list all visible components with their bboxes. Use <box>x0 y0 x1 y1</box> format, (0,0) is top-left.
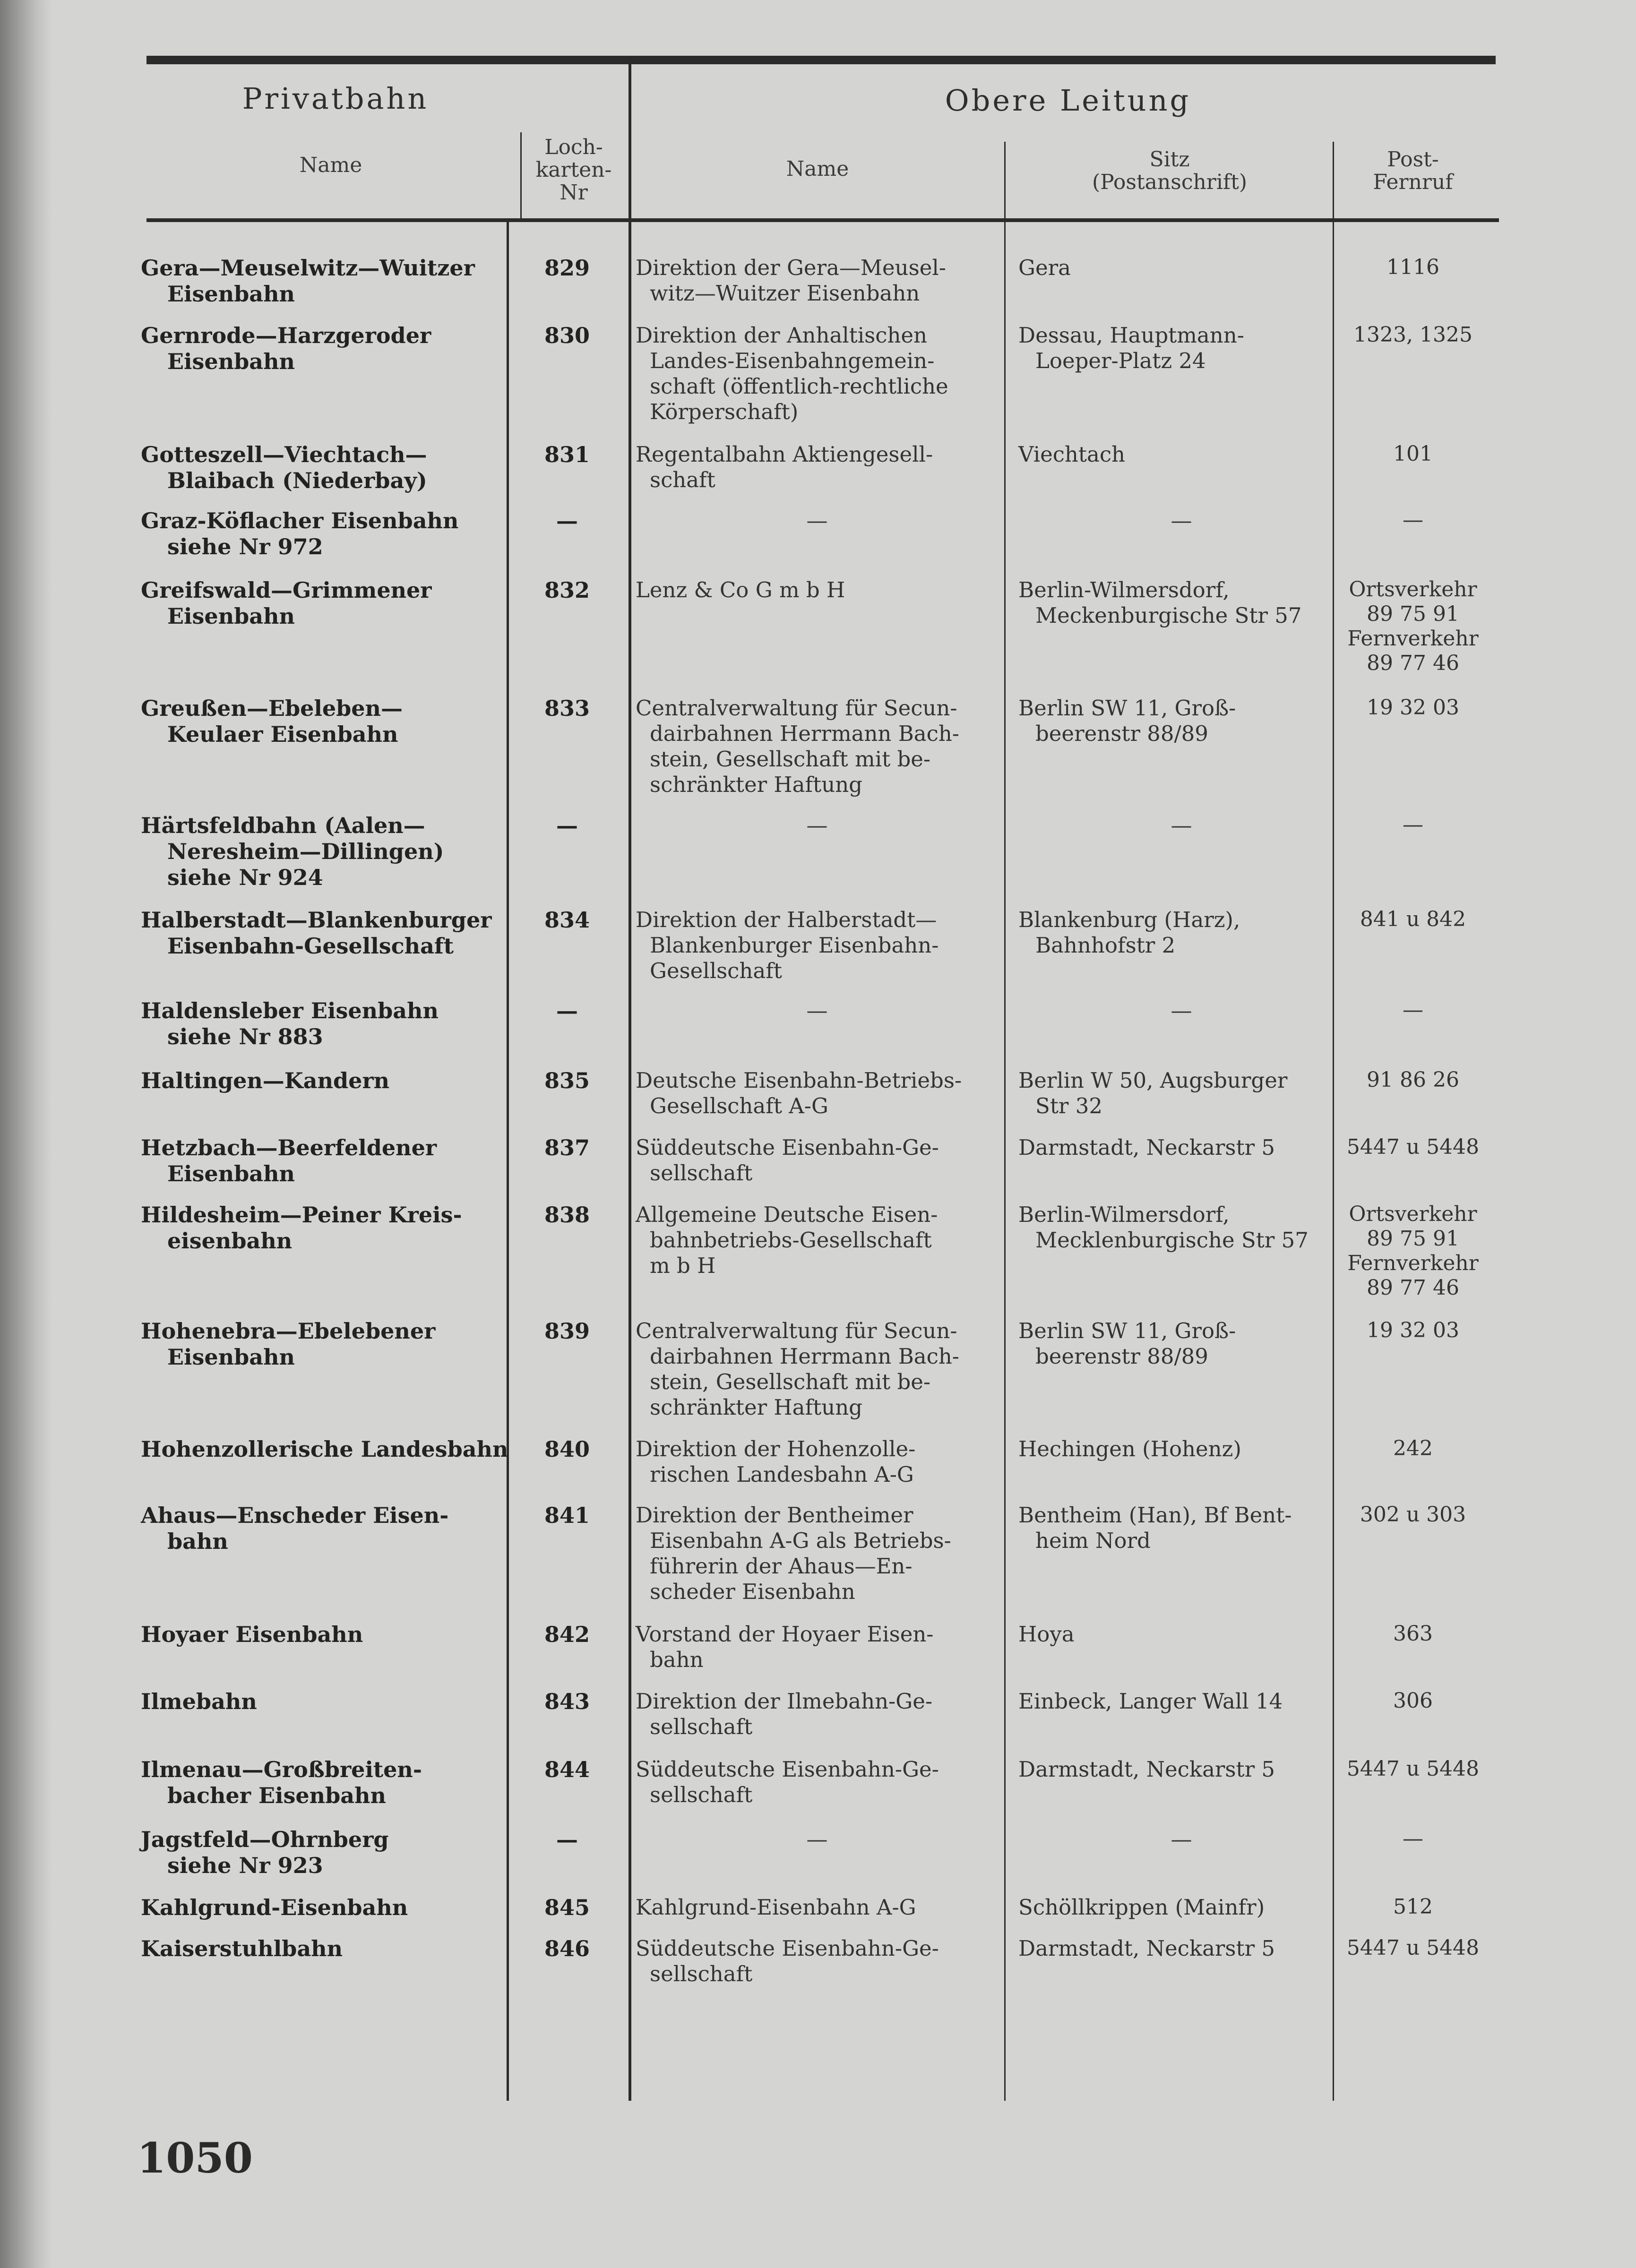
sitz-line: Str 32 <box>1035 1093 1102 1118</box>
fernruf-number <box>1342 813 1484 837</box>
direction-line: Direktion der Gera—Meusel- <box>636 255 946 280</box>
railway-name-line: Graz-Köflacher Eisenbahn <box>141 508 459 533</box>
fernruf-line: Ortsverkehr <box>1349 577 1477 601</box>
direction-line: dairbahnen Herrmann Bach- <box>650 1344 960 1369</box>
sitz-line-1: Sitz <box>1149 147 1190 172</box>
direction-line: Direktion der Halberstadt— <box>636 907 937 932</box>
fernruf-number <box>1342 998 1484 1022</box>
direction-line: Direktion der Bentheimer <box>636 1503 913 1528</box>
railway-name-line: Ahaus—Enscheder Eisen- <box>141 1503 449 1528</box>
page-edge-shadow <box>0 0 52 2268</box>
direction-line: Deutsche Eisenbahn-Betriebs- <box>636 1068 962 1093</box>
direction-name <box>636 577 999 603</box>
fernruf-line: — <box>1403 508 1423 532</box>
direction-line: Eisenbahn A-G als Betriebs- <box>650 1528 951 1553</box>
fernruf-number <box>1342 323 1484 347</box>
col-divider-sitz <box>1004 142 1006 2101</box>
sitz-line: Einbeck, Langer Wall 14 <box>1018 1689 1283 1714</box>
fernruf-line-2: Fernruf <box>1373 170 1453 194</box>
railway-name <box>141 696 514 747</box>
railway-name <box>141 1318 514 1370</box>
direction-name <box>636 1135 999 1186</box>
sitz-line: Bahnhofstr 2 <box>1035 933 1176 958</box>
lochkarten-nr: 842 <box>544 1622 590 1647</box>
direction-line: schaft (öffentlich-rechtliche <box>650 374 948 399</box>
railway-name-line: Ilmenau—Großbreiten- <box>141 1757 422 1782</box>
fernruf-line: Fernverkehr <box>1347 1251 1479 1275</box>
fernruf-number <box>1342 1436 1484 1461</box>
fernruf-line: 841 u 842 <box>1360 907 1466 931</box>
direction-name <box>636 1202 999 1279</box>
railway-name-line: Eisenbahn <box>167 1161 295 1186</box>
railway-name <box>141 1068 514 1094</box>
railway-name-line: Neresheim—Dillingen) <box>167 839 444 864</box>
sitz-header <box>1016 148 1323 194</box>
fernruf-line: 89 77 46 <box>1367 651 1459 675</box>
fernruf-line: — <box>1403 813 1423 837</box>
direction-line: sellschaft <box>650 1160 753 1186</box>
sitz-line: Schöllkrippen (Mainfr) <box>1018 1895 1265 1920</box>
direction-line: — <box>806 998 828 1023</box>
sitz-address <box>1018 255 1344 281</box>
fernruf-line: 5447 u 5448 <box>1346 1936 1480 1960</box>
fernruf-number <box>1342 508 1484 533</box>
direction-line: m b H <box>650 1253 716 1278</box>
sitz-line: Meckenburgische Str 57 <box>1035 603 1302 628</box>
direction-line: Allgemeine Deutsche Eisen- <box>636 1202 938 1227</box>
direction-line: bahn <box>650 1647 704 1672</box>
railway-name-line: Hohenzollerische Landesbahn <box>141 1436 508 1462</box>
direction-line: Centralverwaltung für Secun- <box>636 1318 957 1343</box>
fernruf-line: 512 <box>1393 1895 1433 1919</box>
railway-name <box>141 508 514 560</box>
railway-name-line: siehe Nr 923 <box>167 1853 323 1878</box>
direction-line: sellschaft <box>650 1961 753 1986</box>
lochkarten-nr: 844 <box>544 1757 590 1782</box>
direction-name <box>636 508 999 533</box>
railway-name-line: Jagstfeld—Ohrnberg <box>141 1827 389 1852</box>
sitz-address <box>1018 1622 1344 1647</box>
railway-name <box>141 1827 514 1879</box>
lochkarten-nr: 838 <box>544 1202 590 1228</box>
sitz-address <box>1018 813 1344 838</box>
railway-name-line: Greifswald—Grimmener <box>141 577 432 603</box>
railway-name <box>141 1503 514 1555</box>
fernruf-line: 363 <box>1393 1622 1433 1646</box>
direction-line: Süddeutsche Eisenbahn-Ge- <box>636 1936 939 1961</box>
sitz-line: Berlin SW 11, Groß- <box>1018 696 1236 721</box>
railway-name <box>141 577 514 629</box>
railway-name <box>141 1202 514 1254</box>
lochkarten-nr: 837 <box>544 1135 590 1160</box>
lochkarten-nr: 841 <box>544 1503 590 1528</box>
fernruf-line: Ortsverkehr <box>1349 1202 1477 1226</box>
railway-name-line: Eisenbahn <box>167 281 295 307</box>
railway-name-line: Keulaer Eisenbahn <box>167 722 398 747</box>
fernruf-line: 1323, 1325 <box>1353 323 1472 347</box>
direction-line: Süddeutsche Eisenbahn-Ge- <box>636 1135 939 1160</box>
fernruf-number <box>1342 1202 1484 1300</box>
fernruf-number <box>1342 1068 1484 1092</box>
railway-name <box>141 323 514 375</box>
direction-line: Landes-Eisenbahngemein- <box>650 348 935 373</box>
direction-name <box>636 696 999 798</box>
direction-line: rischen Landesbahn A-G <box>650 1462 914 1487</box>
railway-name-line: Hildesheim—Peiner Kreis- <box>141 1202 462 1228</box>
lochkarten-nr: 832 <box>544 577 590 603</box>
fernruf-line: 5447 u 5448 <box>1346 1757 1480 1781</box>
lochkarten-line-3: Nr <box>560 180 588 205</box>
sitz-line-2: (Postanschrift) <box>1092 170 1248 194</box>
name-header: Name <box>299 153 362 177</box>
sitz-address <box>1018 1436 1344 1462</box>
sitz-line: Berlin SW 11, Groß- <box>1018 1318 1236 1343</box>
lochkarten-line-1: Loch- <box>544 135 603 159</box>
privatbahn-title: Privatbahn <box>242 81 429 116</box>
fernruf-line: Fernverkehr <box>1347 627 1479 651</box>
direction-name <box>636 1068 999 1119</box>
sitz-address <box>1018 1757 1344 1782</box>
lochkarten-nr: 834 <box>544 907 590 933</box>
sitz-address <box>1018 1827 1344 1852</box>
sitz-line: Viechtach <box>1018 442 1126 467</box>
direction-line: Körperschaft) <box>650 399 799 424</box>
lochkarten-nr: 843 <box>544 1689 590 1714</box>
railway-name <box>141 1689 514 1715</box>
sitz-address <box>1018 1936 1344 1961</box>
direction-name <box>636 907 999 984</box>
fernruf-number <box>1342 1827 1484 1851</box>
railway-name-line: Ilmebahn <box>141 1689 257 1714</box>
railway-name <box>141 1757 514 1809</box>
lochkarten-nr: — <box>556 998 578 1023</box>
direction-line: Regentalbahn Aktiengesell- <box>636 442 933 467</box>
sitz-line: beerenstr 88/89 <box>1035 1344 1208 1369</box>
top-rule <box>146 56 1496 64</box>
sitz-line: Loeper-Platz 24 <box>1035 348 1206 373</box>
fernruf-line: — <box>1403 998 1423 1022</box>
sitz-address <box>1018 907 1344 958</box>
railway-name-line: Greußen—Ebeleben— <box>141 696 403 721</box>
direction-line: Kahlgrund-Eisenbahn A-G <box>636 1895 916 1920</box>
sitz-address <box>1018 998 1344 1023</box>
direction-line: scheder Eisenbahn <box>650 1579 855 1604</box>
railway-name-line: Eisenbahn <box>167 349 295 374</box>
sitz-address <box>1018 696 1344 747</box>
direction-name <box>636 1689 999 1740</box>
railway-name <box>141 1135 514 1187</box>
sitz-line: Berlin-Wilmersdorf, <box>1018 1202 1230 1227</box>
direction-name <box>636 813 999 838</box>
direction-line: Direktion der Ilmebahn-Ge- <box>636 1689 933 1714</box>
railway-name-line: Halberstadt—Blankenburger <box>141 907 492 933</box>
fernruf-line: 1116 <box>1386 255 1439 279</box>
col-divider-main <box>629 64 631 2101</box>
direction-line: Gesellschaft <box>650 958 782 983</box>
direction-name <box>636 998 999 1023</box>
railway-name <box>141 998 514 1050</box>
sitz-line: Hechingen (Hohenz) <box>1018 1436 1241 1461</box>
sitz-address <box>1018 1503 1344 1554</box>
obere-leitung-title: Obere Leitung <box>945 83 1191 118</box>
direction-name <box>636 1936 999 1987</box>
fernruf-number <box>1342 1936 1484 1960</box>
direction-name <box>636 1757 999 1808</box>
fernruf-number <box>1342 1318 1484 1343</box>
railway-name-line: Kahlgrund-Eisenbahn <box>141 1895 408 1920</box>
fernruf-number <box>1342 907 1484 932</box>
railway-name <box>141 1622 514 1648</box>
fernruf-header <box>1340 148 1486 194</box>
railway-name-line: siehe Nr 924 <box>167 865 323 890</box>
railway-name <box>141 1895 514 1921</box>
fernruf-line: 306 <box>1393 1689 1433 1713</box>
direction-line: sellschaft <box>650 1782 753 1807</box>
direction-line: schränkter Haftung <box>650 772 862 797</box>
fernruf-line: 91 86 26 <box>1367 1068 1459 1092</box>
sitz-line: Darmstadt, Neckarstr 5 <box>1018 1936 1275 1961</box>
railway-name <box>141 907 514 959</box>
fernruf-line: 19 32 03 <box>1367 696 1459 720</box>
sitz-address <box>1018 508 1344 533</box>
fernruf-line: 89 77 46 <box>1367 1276 1459 1300</box>
railway-name-line: Gera—Meuselwitz—Wuitzer <box>141 255 475 281</box>
lochkarten-nr: 831 <box>544 442 590 467</box>
direction-name <box>636 1827 999 1852</box>
fernruf-line-1: Post- <box>1387 147 1439 172</box>
page-number: 1050 <box>137 2133 253 2182</box>
sitz-line: Gera <box>1018 255 1071 280</box>
direction-line: sellschaft <box>650 1714 753 1739</box>
lochkarten-nr: 846 <box>544 1936 590 1961</box>
lochkarten-nr: — <box>556 813 578 838</box>
fernruf-number <box>1342 1757 1484 1781</box>
railway-name <box>141 1936 514 1962</box>
sitz-address <box>1018 1068 1344 1119</box>
direction-name <box>636 1436 999 1487</box>
railway-name <box>141 442 514 494</box>
fernruf-number <box>1342 255 1484 280</box>
railway-name-line: Hetzbach—Beerfeldener <box>141 1135 437 1160</box>
lochkarten-nr: 840 <box>544 1436 590 1462</box>
fernruf-line: — <box>1403 1827 1423 1851</box>
railway-name-line: bacher Eisenbahn <box>167 1783 386 1808</box>
sitz-address <box>1018 1689 1344 1714</box>
sitz-line: Berlin-Wilmersdorf, <box>1018 577 1230 602</box>
direction-line: Centralverwaltung für Secun- <box>636 696 957 721</box>
railway-name-line: bahn <box>167 1529 228 1554</box>
direction-line: Lenz & Co G m b H <box>636 577 845 602</box>
railway-name-line: eisenbahn <box>167 1228 293 1254</box>
fernruf-line: 19 32 03 <box>1367 1318 1459 1342</box>
railway-name-line: Gotteszell—Viechtach— <box>141 442 427 467</box>
fernruf-line: 5447 u 5448 <box>1346 1135 1480 1159</box>
fernruf-number <box>1342 1503 1484 1527</box>
direction-line: schränkter Haftung <box>650 1395 862 1420</box>
lochkarten-nr: 839 <box>544 1318 590 1344</box>
sitz-address <box>1018 1895 1344 1920</box>
direction-name <box>636 1895 999 1920</box>
sitz-line: Berlin W 50, Augsburger <box>1018 1068 1288 1093</box>
sitz-line: — <box>1171 998 1192 1023</box>
railway-name <box>141 1436 514 1462</box>
lochkarten-nr: 829 <box>544 255 590 281</box>
sitz-line: heim Nord <box>1035 1528 1151 1553</box>
railway-name-line: Eisenbahn <box>167 1344 295 1370</box>
fernruf-line: 89 75 91 <box>1367 1227 1459 1251</box>
direction-name <box>636 442 999 493</box>
fernruf-number <box>1342 1689 1484 1713</box>
sitz-address <box>1018 1135 1344 1160</box>
lochkarten-nr: — <box>556 1827 578 1852</box>
sitz-address <box>1018 323 1344 374</box>
direction-name <box>636 255 999 306</box>
header-bottom-rule <box>146 218 1499 222</box>
sitz-line: — <box>1171 1827 1192 1852</box>
fernruf-line: 101 <box>1393 442 1433 466</box>
direction-line: stein, Gesellschaft mit be- <box>650 747 931 772</box>
direction-line: führerin der Ahaus—En- <box>650 1554 913 1579</box>
direction-line: witz—Wuitzer Eisenbahn <box>650 281 920 306</box>
direction-name <box>636 1503 999 1605</box>
lochkarten-nr: — <box>556 508 578 533</box>
direction-line: Direktion der Anhaltischen <box>636 323 928 348</box>
direction-line: Gesellschaft A-G <box>650 1093 828 1118</box>
sitz-line: — <box>1171 813 1192 838</box>
direction-line: schaft <box>650 467 715 492</box>
direction-line: stein, Gesellschaft mit be- <box>650 1369 931 1394</box>
fernruf-number <box>1342 1135 1484 1160</box>
railway-name-line: Kaiserstuhlbahn <box>141 1936 343 1961</box>
sitz-line: Bentheim (Han), Bf Bent- <box>1018 1503 1292 1528</box>
direction-name <box>636 323 999 425</box>
sitz-address <box>1018 442 1344 467</box>
railway-name <box>141 813 514 891</box>
col-divider-fernruf <box>1333 142 1334 2101</box>
railway-name-line: Eisenbahn <box>167 603 295 629</box>
direction-line: — <box>806 508 828 533</box>
fernruf-number <box>1342 696 1484 720</box>
lochkarten-nr: 830 <box>544 323 590 348</box>
direction-line: — <box>806 1827 828 1852</box>
sitz-line: Blankenburg (Harz), <box>1018 907 1240 932</box>
ol-name-header: Name <box>786 157 849 181</box>
direction-line: Blankenburger Eisenbahn- <box>650 933 939 958</box>
railway-name-line: Gernrode—Harzgeroder <box>141 323 431 348</box>
lochkarten-line-2: karten- <box>535 158 612 182</box>
lochkarten-nr: 833 <box>544 696 590 721</box>
railway-name-line: Eisenbahn-Gesellschaft <box>167 933 454 959</box>
lochkarten-nr: 835 <box>544 1068 590 1093</box>
fernruf-number <box>1342 1622 1484 1646</box>
railway-name-line: Blaibach (Niederbay) <box>167 468 427 493</box>
sitz-line: Hoya <box>1018 1622 1075 1647</box>
railway-name-line: siehe Nr 972 <box>167 534 323 559</box>
fernruf-number <box>1342 577 1484 676</box>
railway-name <box>141 255 514 307</box>
sitz-line: — <box>1171 508 1192 533</box>
sitz-line: Darmstadt, Neckarstr 5 <box>1018 1757 1275 1782</box>
direction-line: Süddeutsche Eisenbahn-Ge- <box>636 1757 939 1782</box>
direction-line: Direktion der Hohenzolle- <box>636 1436 916 1461</box>
fernruf-number <box>1342 442 1484 466</box>
lochkarten-header <box>522 136 626 204</box>
fernruf-line: 89 75 91 <box>1367 602 1459 626</box>
direction-name <box>636 1318 999 1420</box>
sitz-address <box>1018 577 1344 628</box>
railway-name-line: siehe Nr 883 <box>167 1024 323 1049</box>
railway-name-line: Hoyaer Eisenbahn <box>141 1622 363 1647</box>
lochkarten-nr: 845 <box>544 1895 590 1920</box>
fernruf-line: 302 u 303 <box>1360 1503 1466 1527</box>
direction-line: Vorstand der Hoyaer Eisen- <box>636 1622 934 1647</box>
fernruf-line: 242 <box>1393 1436 1433 1460</box>
direction-line: — <box>806 813 828 838</box>
direction-line: bahnbetriebs-Gesellschaft <box>650 1228 932 1253</box>
railway-name-line: Härtsfeldbahn (Aalen— <box>141 813 425 838</box>
railway-name-line: Hohenebra—Ebelebener <box>141 1318 436 1344</box>
direction-name <box>636 1622 999 1673</box>
sitz-line: Dessau, Hauptmann- <box>1018 323 1244 348</box>
direction-line: dairbahnen Herrmann Bach- <box>650 721 960 746</box>
sitz-address <box>1018 1318 1344 1369</box>
sitz-line: beerenstr 88/89 <box>1035 721 1208 746</box>
railway-name-line: Haldensleber Eisenbahn <box>141 998 439 1023</box>
sitz-line: Mecklenburgische Str 57 <box>1035 1228 1309 1253</box>
sitz-line: Darmstadt, Neckarstr 5 <box>1018 1135 1275 1160</box>
railway-name-line: Haltingen—Kandern <box>141 1068 390 1093</box>
sitz-address <box>1018 1202 1344 1253</box>
fernruf-number <box>1342 1895 1484 1919</box>
